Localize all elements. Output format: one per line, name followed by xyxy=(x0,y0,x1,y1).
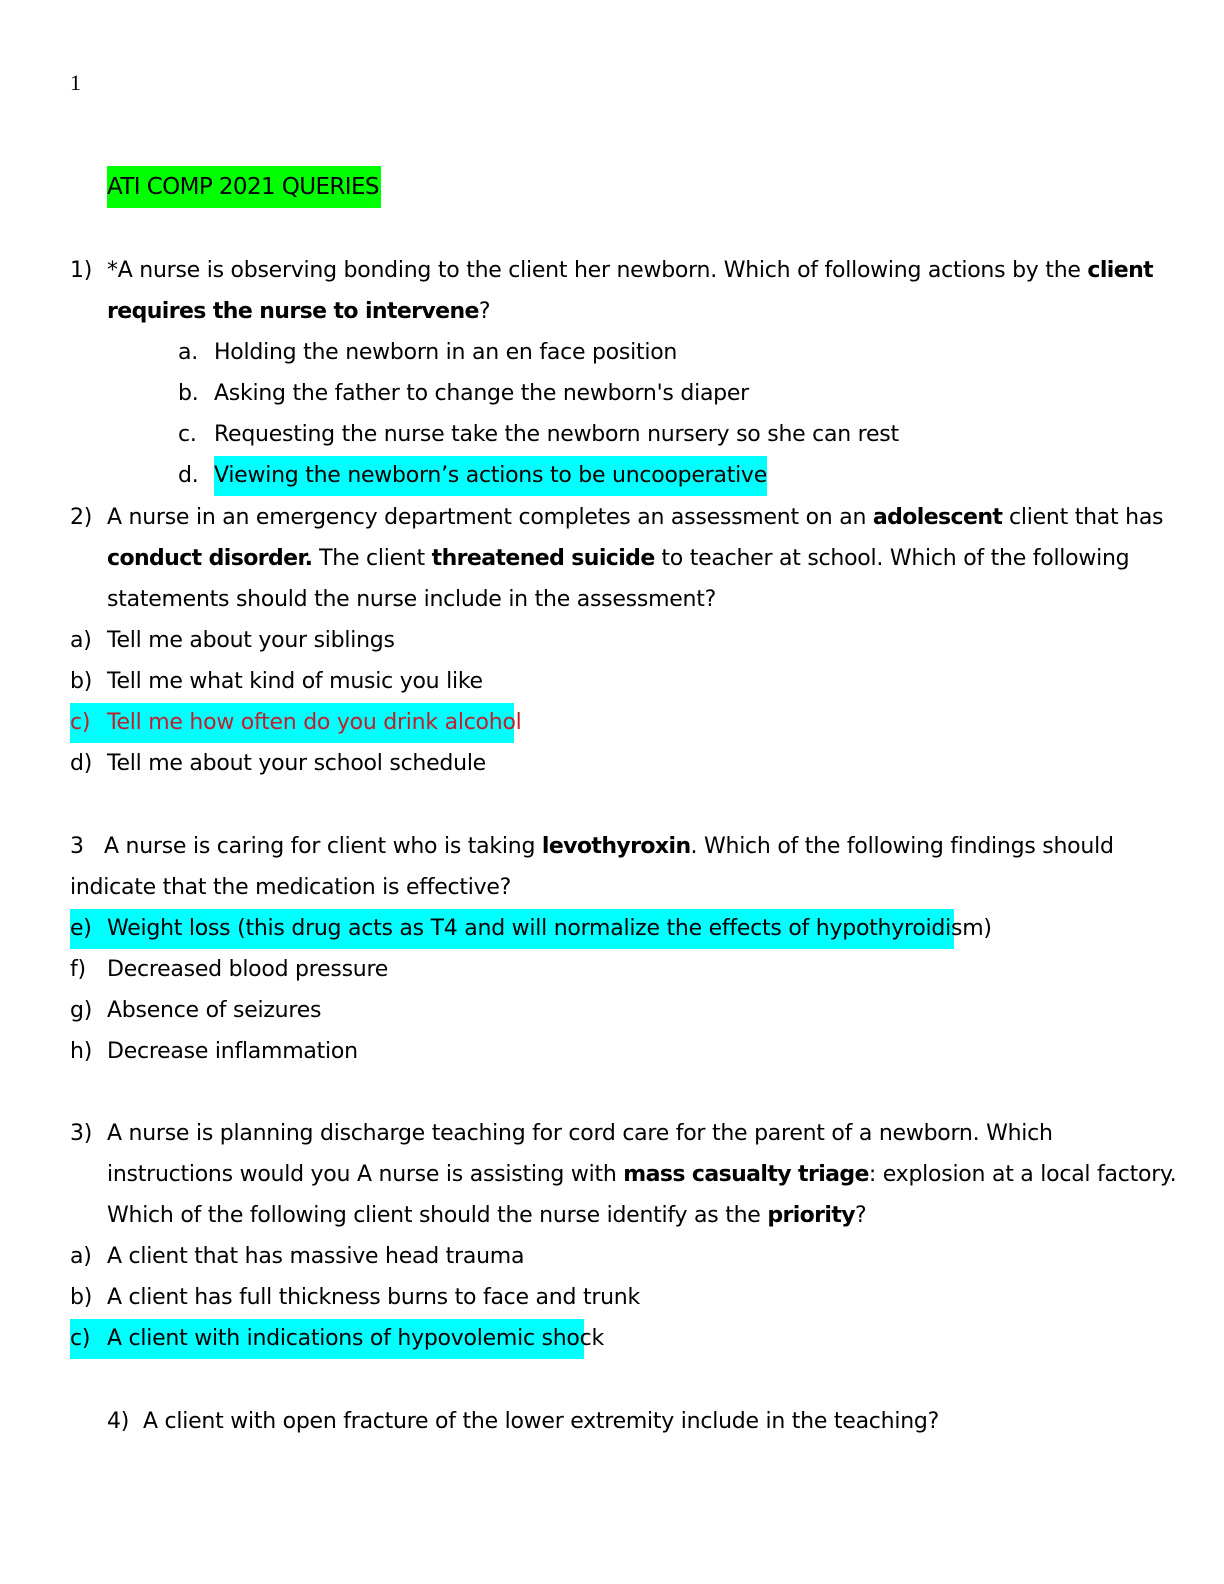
answer-option: f) Decreased blood pressure xyxy=(70,957,389,982)
question-number: 4) xyxy=(107,1409,130,1434)
question-text-cont: Which of the following client should the nurse identify as the priority? xyxy=(107,1203,867,1228)
answer-option: a. Holding the newborn in an en face position xyxy=(178,340,678,365)
answer-option: c. Requesting the nurse take the newborn nursery so she can rest xyxy=(178,422,899,447)
answer-option: b) A client has full thickness burns to face and trunk xyxy=(70,1285,640,1310)
answer-option: g) Absence of seizures xyxy=(70,998,322,1023)
answer-option-correct: d. Viewing the newborn’s actions to be uncooperative xyxy=(0,456,1224,496)
answer-option: b) Tell me what kind of music you like xyxy=(70,669,483,694)
answer-option-correct: c) A client with indications of hypovolemic shock xyxy=(70,1326,604,1351)
page-title: ATI COMP 2021 QUERIES xyxy=(107,166,381,208)
question-number: 3) xyxy=(70,1121,93,1146)
question-text-cont: statements should the nurse include in the assessment? xyxy=(107,587,717,612)
question-text: A nurse is caring for client who is taking levothyroxin. Which of the following findings should xyxy=(104,834,1114,859)
page-number: 1 xyxy=(70,70,81,95)
question-number: 2) xyxy=(70,505,93,530)
question-text: A nurse is planning discharge teaching for cord care for the parent of a newborn. Which xyxy=(107,1121,1053,1146)
question-text: A nurse in an emergency department completes an assessment on an adolescent client that has xyxy=(107,505,1164,530)
question-text-cont: indicate that the medication is effective? xyxy=(70,875,512,900)
question-number: 1) xyxy=(70,258,93,283)
question-number: 3 xyxy=(70,834,84,859)
answer-option: h) Decrease inflammation xyxy=(70,1039,358,1064)
question-text: *A nurse is observing bonding to the client her newborn. Which of following actions by the client xyxy=(107,258,1154,283)
question-text-cont: requires the nurse to intervene? xyxy=(107,299,491,324)
question-text: A client with open fracture of the lower extremity include in the teaching? xyxy=(143,1409,940,1434)
answer-option: d) Tell me about your school schedule xyxy=(70,751,486,776)
answer-option-correct: e) Weight loss (this drug acts as T4 and will normalize the effects of hypothyroidism) xyxy=(70,916,992,941)
question-text-cont: instructions would you A nurse is assisting with mass casualty triage: explosion at a local factory. xyxy=(107,1162,1177,1187)
answer-option: b. Asking the father to change the newborn's diaper xyxy=(178,381,749,406)
answer-option-correct: c) Tell me how often do you drink alcohol xyxy=(70,710,522,735)
answer-option: a) A client that has massive head trauma xyxy=(70,1244,525,1269)
answer-option: a) Tell me about your siblings xyxy=(70,628,395,653)
question-text-cont: conduct disorder. The client threatened suicide to teacher at school. Which of the following xyxy=(107,546,1130,571)
